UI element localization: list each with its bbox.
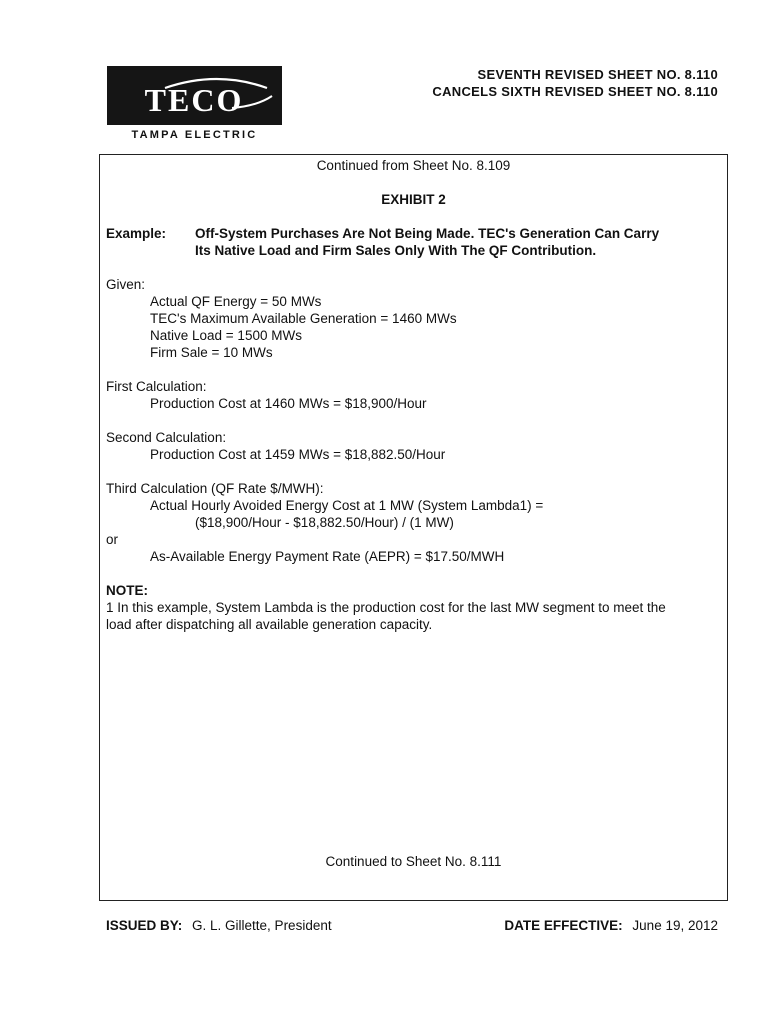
given-item: Native Load = 1500 MWs — [150, 328, 302, 343]
sheet-number: SEVENTH REVISED SHEET NO. 8.110 — [477, 67, 718, 82]
example-line-1: Off-System Purchases Are Not Being Made. TEC's Generation Can Carry — [195, 226, 660, 241]
note-label: NOTE: — [106, 583, 148, 598]
sheet-number-block — [432, 66, 718, 100]
third-calculation-line-1: Actual Hourly Avoided Energy Cost at 1 MW (System Lambda1) = — [150, 498, 544, 513]
company-name: TAMPA ELECTRIC — [131, 129, 258, 141]
example-label: Example: — [106, 226, 167, 241]
date-effective-value: June 19, 2012 — [632, 918, 718, 933]
given-item: Actual QF Energy = 50 MWs — [150, 294, 322, 309]
aepr-line: As-Available Energy Payment Rate (AEPR) = $17.50/MWH — [150, 549, 505, 564]
first-calculation-label: First Calculation: — [106, 379, 207, 394]
given-label: Given: — [106, 277, 146, 292]
svg-text:TECO: TECO — [144, 82, 244, 118]
given-item: TEC's Maximum Available Generation = 1460 MWs — [150, 311, 457, 326]
issued-by-value: G. L. Gillette, President — [192, 918, 332, 933]
exhibit-title: EXHIBIT 2 — [381, 192, 446, 207]
note-line-1: 1 In this example, System Lambda is the production cost for the last MW segment to meet the — [106, 600, 666, 615]
issued-by — [106, 917, 332, 934]
second-calculation-line: Production Cost at 1459 MWs = $18,882.50/Hour — [150, 447, 446, 462]
or-label: or — [106, 532, 119, 547]
issued-by-label: ISSUED BY: — [106, 918, 183, 933]
example-line-2: Its Native Load and Firm Sales Only With The QF Contribution. — [195, 243, 597, 258]
third-calculation-label: Third Calculation (QF Rate $/MWH): — [106, 481, 324, 496]
date-effective — [504, 917, 718, 934]
date-effective-label: DATE EFFECTIVE: — [504, 918, 623, 933]
cancels-sheet-number: CANCELS SIXTH REVISED SHEET NO. 8.110 — [432, 84, 718, 99]
teco-logo-mark — [107, 66, 282, 125]
continued-to: Continued to Sheet No. 8.111 — [325, 854, 502, 869]
given-item: Firm Sale = 10 MWs — [150, 345, 273, 360]
note-line-2: load after dispatching all available generation capacity. — [106, 617, 433, 632]
first-calculation-line: Production Cost at 1460 MWs = $18,900/Hour — [150, 396, 427, 411]
company-logo — [107, 66, 282, 125]
continued-from: Continued from Sheet No. 8.109 — [316, 158, 511, 173]
third-calculation-line-2: ($18,900/Hour - $18,882.50/Hour) / (1 MW) — [195, 515, 454, 530]
second-calculation-label: Second Calculation: — [106, 430, 227, 445]
